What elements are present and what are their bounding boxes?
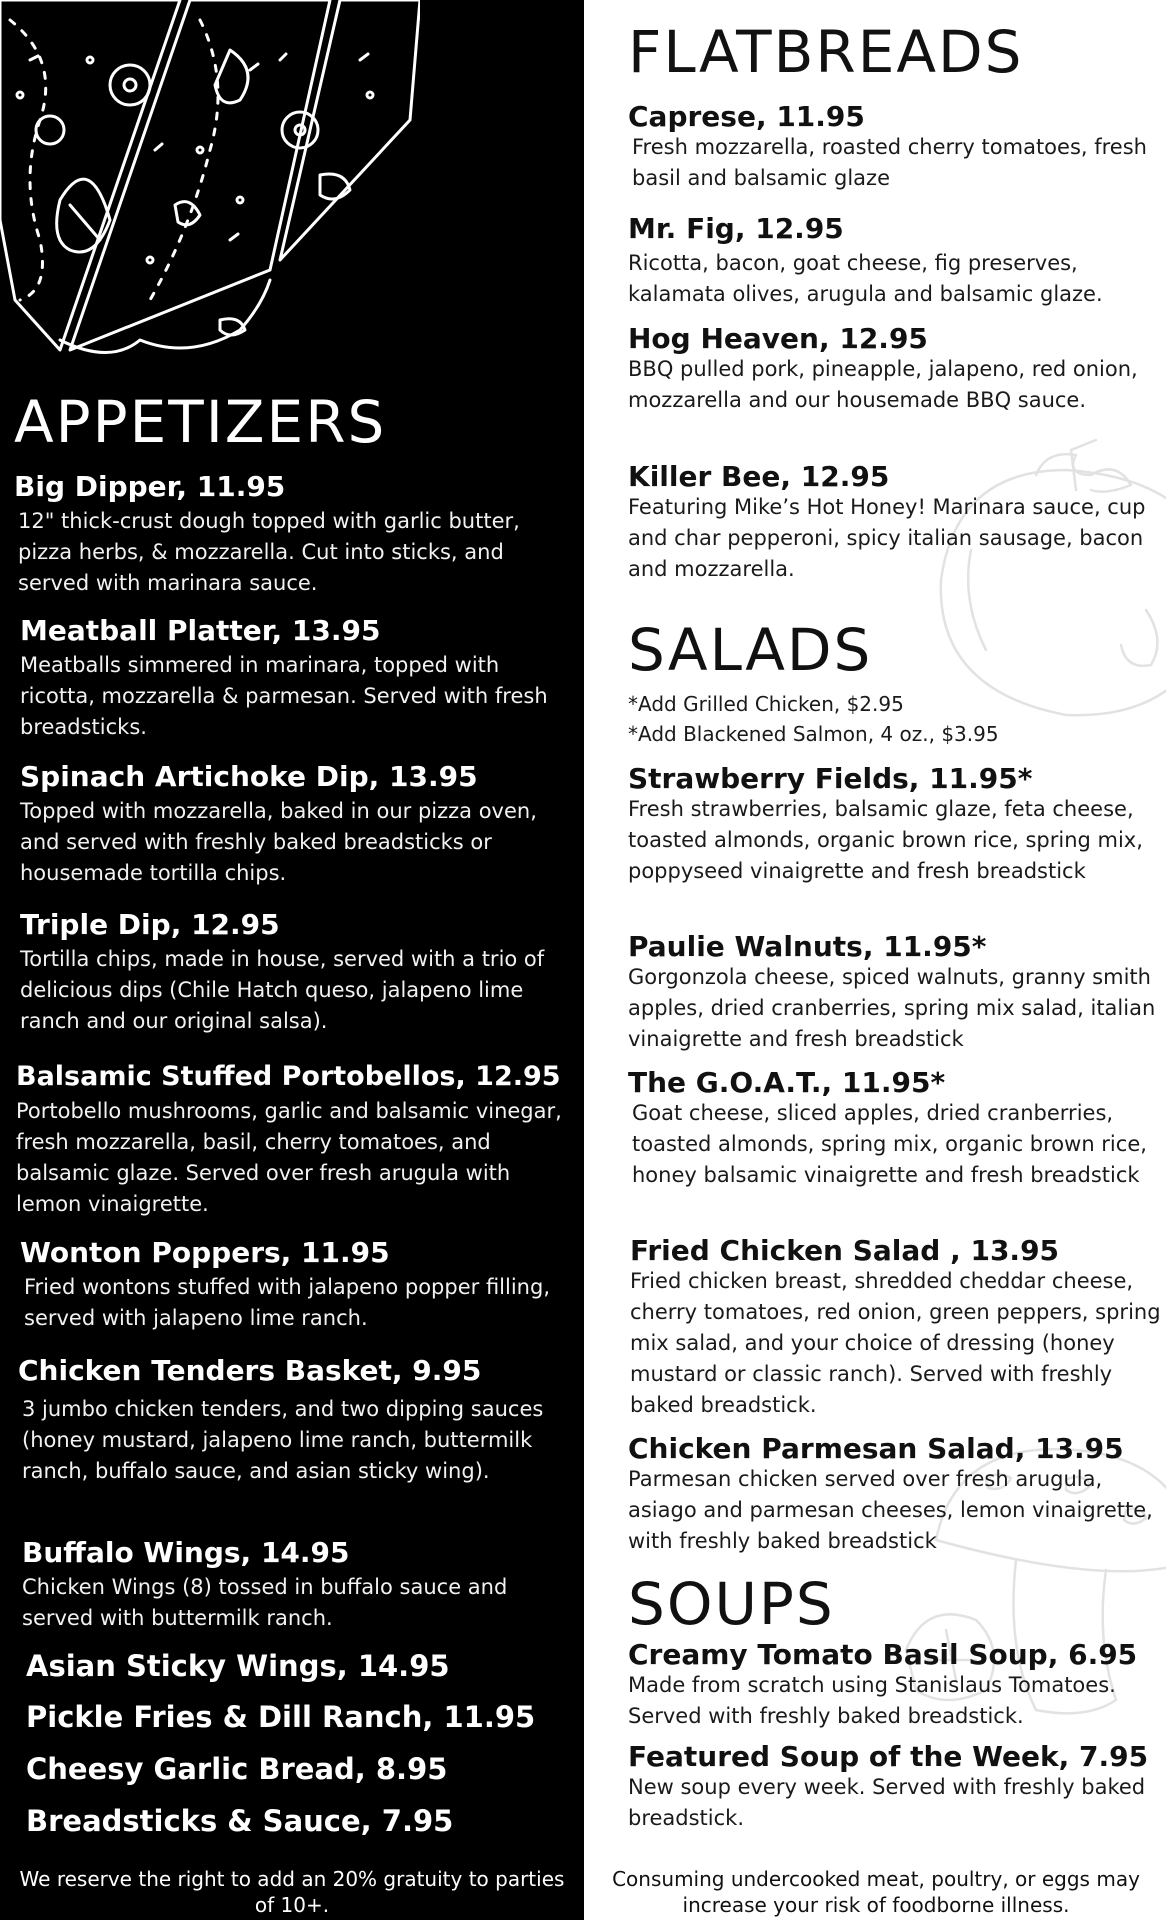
menu-item-buffalo-wings <box>22 1536 578 1634</box>
item-description: Fried wontons stuffed with jalapeno popper filling, served with jalapeno lime ranch. <box>24 1275 550 1330</box>
menu-item-fried-chicken-salad <box>630 1234 1164 1421</box>
salads-title: SALADS <box>628 616 873 684</box>
item-name: Strawberry Fields, 11.95* <box>628 762 1033 795</box>
menu-item-strawberry-fields <box>628 762 1164 887</box>
item-description: 3 jumbo chicken tenders, and two dipping sauces (honey mustard, jalapeno lime ranch, buttermilk ranch, buffalo sauce, and asian sticky wing). <box>22 1397 544 1483</box>
menu-item-spinach-artichoke-dip <box>20 760 576 889</box>
item-description: Tortilla chips, made in house, served with a trio of delicious dips (Chile Hatch queso, jalapeno lime ranch and our original salsa). <box>20 947 545 1033</box>
item-name: Caprese, 11.95 <box>628 100 865 133</box>
item-name: Meatball Platter, 13.95 <box>20 614 381 647</box>
menu-item-chicken-tenders-basket <box>18 1354 578 1487</box>
menu-item-wonton-poppers <box>20 1236 576 1334</box>
menu-item-killer-bee <box>628 460 1164 585</box>
item-description: 12" thick-crust dough topped with garlic butter, pizza herbs, & mozzarella. Cut into sticks, and served with marinara sauce. <box>18 509 520 595</box>
menu-item-paulie-walnuts <box>628 930 1164 1055</box>
item-description: Featuring Mike’s Hot Honey! Marinara sauce, cup and char pepperoni, spicy italian sausage, bacon and mozzarella. <box>628 495 1146 581</box>
menu-item-mr-fig <box>628 212 1164 310</box>
item-description: Portobello mushrooms, garlic and balsamic vinegar, fresh mozzarella, basil, cherry tomatoes, and balsamic glaze. Served over fresh arugula with lemon vinaigrette. <box>16 1099 562 1216</box>
item-name: Triple Dip, 12.95 <box>20 908 280 941</box>
menu-item-big-dipper <box>14 470 574 599</box>
item-name: Big Dipper, 11.95 <box>14 470 286 503</box>
item-name: Mr. Fig, 12.95 <box>628 212 844 245</box>
item-name: Hog Heaven, 12.95 <box>628 322 928 355</box>
item-name: Chicken Tenders Basket, 9.95 <box>18 1354 482 1387</box>
item-description: Fresh strawberries, balsamic glaze, feta cheese, toasted almonds, organic brown rice, spring mix, poppyseed vinaigrette and fresh breadstick <box>628 797 1143 883</box>
add-on-note: *Add Grilled Chicken, $2.95 <box>628 692 904 716</box>
soups-title: SOUPS <box>628 1570 835 1638</box>
item-description: Meatballs simmered in marinara, topped with ricotta, mozzarella & parmesan. Served with fresh breadsticks. <box>20 653 548 739</box>
item-name: Fried Chicken Salad , 13.95 <box>630 1234 1060 1267</box>
item-name: Spinach Artichoke Dip, 13.95 <box>20 760 478 793</box>
item-name: Featured Soup of the Week, 7.95 <box>628 1740 1149 1773</box>
menu-item-hog-heaven <box>628 322 1164 416</box>
item-description: Parmesan chicken served over fresh arugula, asiago and parmesan cheeses, lemon vinaigrette, with freshly baked breadstick <box>628 1467 1153 1553</box>
item-name: Creamy Tomato Basil Soup, 6.95 <box>628 1638 1138 1671</box>
item-description: BBQ pulled pork, pineapple, jalapeno, red onion, mozzarella and our housemade BBQ sauce. <box>628 357 1138 412</box>
flatbreads-salads-soups-column <box>584 0 1166 1920</box>
menu-item-pickle-fries: Pickle Fries & Dill Ranch, 11.95 <box>26 1700 536 1734</box>
item-description: Goat cheese, sliced apples, dried cranberries, toasted almonds, spring mix, organic brown rice, honey balsamic vinaigrette and fresh breadstick <box>632 1101 1147 1187</box>
menu-item-featured-soup <box>628 1740 1164 1834</box>
menu-item-balsamic-stuffed-portobellos <box>16 1060 576 1220</box>
item-description: Fresh mozzarella, roasted cherry tomatoes, fresh basil and balsamic glaze <box>632 135 1147 190</box>
pizza-slices-illustration <box>0 0 420 380</box>
menu-item-the-goat <box>628 1066 1164 1191</box>
item-name: Paulie Walnuts, 11.95* <box>628 930 987 963</box>
item-description: Gorgonzola cheese, spiced walnuts, granny smith apples, dried cranberries, spring mix salad, italian vinaigrette and fresh breadstick <box>628 965 1156 1051</box>
appetizers-title: APPETIZERS <box>14 388 387 456</box>
add-on-note: *Add Blackened Salmon, 4 oz., $3.95 <box>628 722 999 746</box>
menu-item-chicken-parmesan-salad <box>628 1432 1164 1557</box>
item-description: Topped with mozzarella, baked in our pizza oven, and served with freshly baked breadsticks or housemade tortilla chips. <box>20 799 537 885</box>
item-name: Killer Bee, 12.95 <box>628 460 890 493</box>
item-name: Wonton Poppers, 11.95 <box>20 1236 390 1269</box>
item-description: Chicken Wings (8) tossed in buffalo sauce and served with buttermilk ranch. <box>22 1575 508 1630</box>
item-description: Fried chicken breast, shredded cheddar cheese, cherry tomatoes, red onion, green peppers, spring mix salad, and your choice of dressing (honey mustard or classic ranch). Served with freshly baked breadstick. <box>630 1269 1161 1417</box>
item-name: Balsamic Stuffed Portobellos, 12.95 <box>16 1061 561 1092</box>
menu-item-triple-dip <box>20 908 576 1037</box>
item-description: Ricotta, bacon, goat cheese, fig preserves, kalamata olives, arugula and balsamic glaze. <box>628 251 1103 306</box>
menu-item-cheesy-garlic-bread: Cheesy Garlic Bread, 8.95 <box>26 1752 448 1786</box>
menu-item-caprese <box>628 100 1164 194</box>
item-description: New soup every week. Served with freshly baked breadstick. <box>628 1775 1146 1830</box>
gratuity-notice: We reserve the right to add an 20% gratuity to parties of 10+. <box>19 1867 565 1917</box>
flatbreads-title: FLATBREADS <box>628 18 1024 86</box>
menu-item-asian-sticky-wings: Asian Sticky Wings, 14.95 <box>26 1649 450 1683</box>
item-name: Buffalo Wings, 14.95 <box>22 1536 350 1569</box>
menu-item-meatball-platter <box>20 614 576 743</box>
menu-item-breadsticks-sauce: Breadsticks & Sauce, 7.95 <box>26 1804 454 1838</box>
item-description: Made from scratch using Stanislaus Tomatoes. Served with freshly baked breadstick. <box>628 1673 1116 1728</box>
item-name: Chicken Parmesan Salad, 13.95 <box>628 1432 1124 1465</box>
menu-item-creamy-tomato-basil-soup <box>628 1638 1164 1732</box>
item-name: The G.O.A.T., 11.95* <box>628 1066 946 1099</box>
food-safety-disclaimer: Consuming undercooked meat, poultry, or eggs may increase your risk of foodborne illness. <box>612 1867 1140 1917</box>
